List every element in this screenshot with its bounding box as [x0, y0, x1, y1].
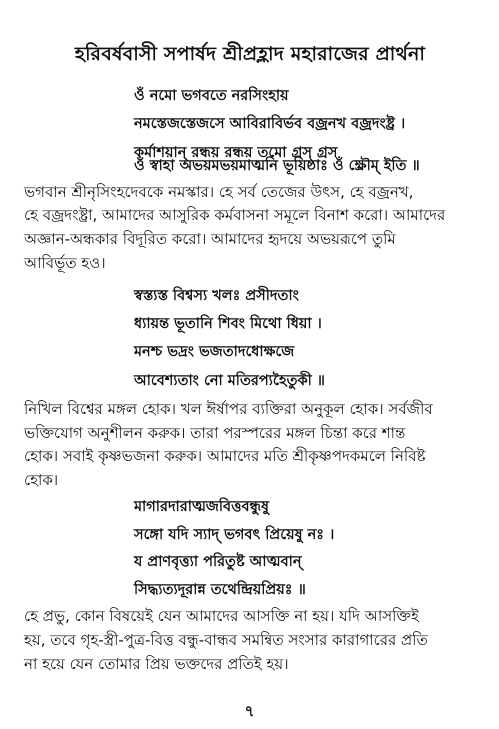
page-number: ৭ — [244, 702, 255, 720]
mantra-line: নমস্তেজস্তেজসে আবিরাবির্ভব বজ্রনখ বজ্রদংষ্ট্র । — [134, 116, 406, 132]
paragraph-line: ভগবান শ্রীনৃসিংহদেবকে নমস্কার। হে সর্ব তেজের উৎস, হে বজ্রনখ, — [24, 183, 414, 201]
paragraph-line: হে বজ্রদংষ্ট্রা, আমাদের আসুরিক কর্মবাসনা সমূলে বিনাশ করো। আমাদের — [24, 206, 446, 224]
paragraph-line: হে প্রভু, কোন বিষয়েই যেন আমাদের আসক্তি না হয়। যদি আসক্তিই — [24, 607, 419, 625]
paragraph-line: আবির্ভূত হও। — [24, 254, 106, 272]
paragraph-line: অজ্ঞান-অন্ধকার বিদূরিত করো। আমাদের হৃদয়ে অভয়রূপে তুমি — [24, 230, 396, 248]
paragraph-line: হোক। সবাই কৃষ্ণভজনা করুক। আমাদের মতি শ্রীকৃষ্ণপদকমলে নিবিষ্ট — [24, 447, 426, 465]
paragraph-line: হোক। — [24, 471, 59, 489]
mantra-line: কর্মাশয়ান্ রন্ধয় রন্ধয় তমো গ্রস গ্রস — [134, 145, 338, 161]
paragraph-line: না হয়ে যেন তোমার প্রিয় ভক্তদের প্রতিই হয়। — [24, 655, 289, 673]
verse-line: সিদ্ধ্যত্যদূরান্ন তথেন্দ্রিয়প্রিয়ঃ ॥ — [134, 582, 306, 598]
paragraph-line: নিখিল বিশ্বের মঙ্গল হোক। খল ঈর্ষাপর ব্যক্তিরা অনুকূল হোক। সর্বজীব — [24, 400, 433, 418]
verse-line: য প্রাণবৃত্ত্যা পরিতুষ্ট আত্মবান্ — [134, 554, 302, 570]
paragraph-line: হয়, তবে গৃহ-স্ত্রী-পুত্র-বিত্ত বন্ধু-বান্ধব সমন্বিত সংসার কারাগারের প্রতি — [24, 631, 428, 649]
page-title: হরিবর্ষবাসী সপার্ষদ শ্রীপ্রহ্লাদ মহারাজের প্রার্থনা — [74, 43, 426, 65]
mantra-line: ওঁ স্বাহা অভয়মভয়মাত্মনি ভূয়িষ্ঠাঃ ওঁ ক্ষ্রৌম্ ইতি ॥ — [134, 158, 420, 174]
verse-line: মনশ্চ ভদ্রং ভজতাদধোক্ষজে — [134, 344, 295, 360]
verse-line: আবেশ্যতাং নো মতিরপ্যহৈতুকী ॥ — [134, 373, 325, 389]
verse-line: মাগারদারাত্মজবিত্তবন্ধুষু — [134, 499, 270, 515]
verse-line: সঙ্গো যদি স্যাদ্ ভগবৎ প্রিয়েষু নঃ । — [134, 527, 335, 543]
verse-line: ধ্যায়ন্ত ভূতানি শিবং মিথো ধিয়া । — [134, 316, 322, 332]
paragraph-line: ভক্তিযোগ অনুশীলন করুক। তারা পরস্পরের মঙ্গল চিন্তা করে শান্ত — [24, 424, 406, 442]
mantra-line: ওঁ নমো ভগবতে নরসিংহায় — [134, 88, 289, 104]
verse-line: স্বস্ত্যস্ত বিশ্বস্য খলঃ প্রসীদতাং — [134, 288, 299, 304]
